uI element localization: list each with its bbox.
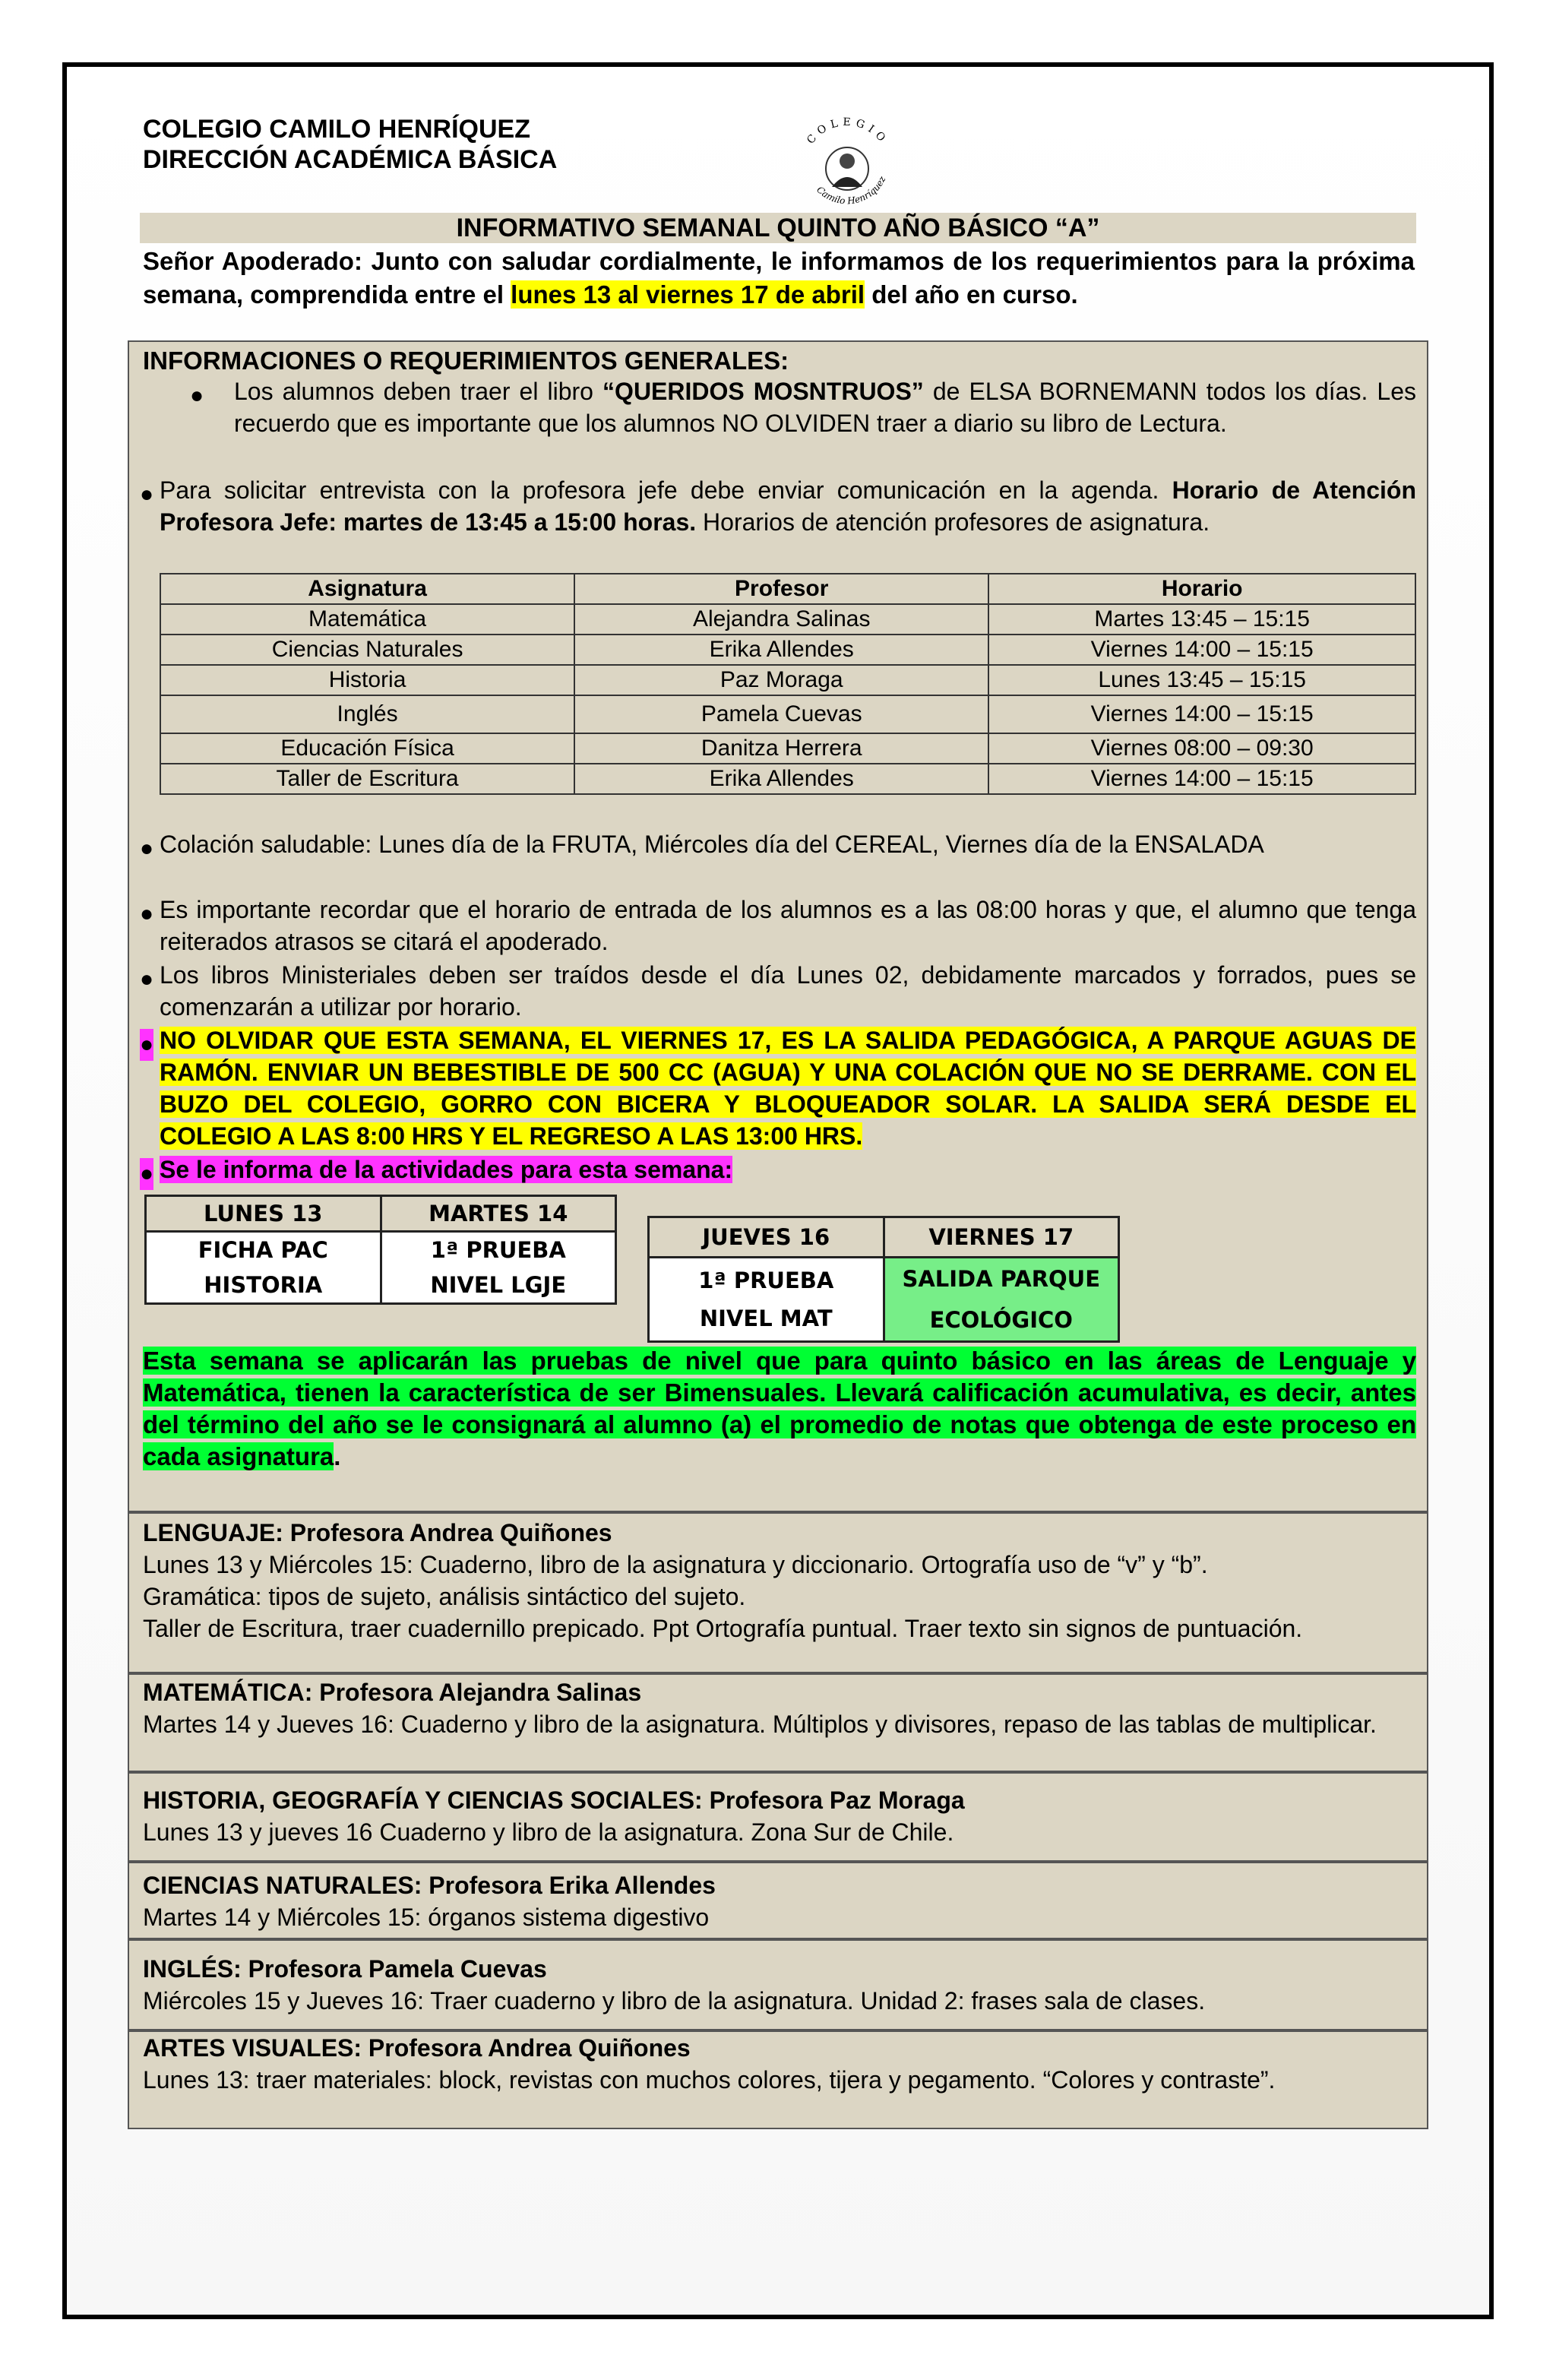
- school-header: [143, 114, 557, 175]
- table-row: [160, 695, 1415, 733]
- document-title: INFORMATIVO SEMANAL QUINTO AÑO BÁSICO “A”: [140, 213, 1416, 243]
- school-name: COLEGIO CAMILO HENRÍQUEZ: [143, 115, 530, 144]
- activity-cell: [146, 1232, 381, 1304]
- activity-line: 1ª PRUEBA: [698, 1268, 834, 1293]
- outing-text: NO OLVIDAR QUE ESTA SEMANA, EL VIERNES 17, ES LA SALIDA PEDAGÓGICA, A PARQUE AGUAS DE RAMÓN. ENVIAR UN BEBESTIBLE DE 500 CC (AGUA) Y UNA COLACIÓN QUE NO SE DERRAME. CON EL BUZO DEL COLEGIO, GORRO CON BICERA Y BLOQUEADOR SOLAR. LA SALIDA SERÁ DESDE EL COLEGIO A LAS 8:00 HRS Y EL REGRESO A LAS 13:00 HRS.: [160, 1027, 1416, 1150]
- interview-text-end: Horarios de atención profesores de asignatura.: [696, 508, 1210, 536]
- hours-cell: Viernes 08:00 – 09:30: [988, 733, 1415, 764]
- level-tests-notice: [143, 1345, 1416, 1473]
- column-header: Asignatura: [160, 574, 574, 604]
- bullet-icon: ●: [140, 1158, 153, 1190]
- outing-notice: [160, 1024, 1416, 1152]
- activity-day-header: LUNES 13: [146, 1196, 381, 1232]
- activity-cell: [381, 1232, 616, 1304]
- activity-line: NIVEL LGJE: [430, 1272, 567, 1298]
- interview-info: [160, 474, 1416, 538]
- section-line: Lunes 13 y Miércoles 15: Cuaderno, libro de la asignatura y diccionario. Ortografía uso de “v” y “b”.: [143, 1551, 1208, 1578]
- activity-line: 1ª PRUEBA: [430, 1237, 566, 1263]
- section-title: HISTORIA, GEOGRAFÍA Y CIENCIAS SOCIALES: Profesora Paz Moraga: [143, 1787, 965, 1814]
- subject-cell: Educación Física: [160, 733, 574, 764]
- intro-text-end: del año en curso.: [865, 280, 1078, 309]
- reading-text: Los alumnos deben traer el libro: [234, 378, 603, 405]
- entry-time-info: Es importante recordar que el horario de entrada de los alumnos es a las 08:00 horas y que, el alumno que tenga reiterados atrasos se citará el apoderado.: [160, 896, 1416, 955]
- bullet-icon: ●: [140, 901, 154, 926]
- subject-cell: Matemática: [160, 604, 574, 635]
- section-artes: [128, 2030, 1428, 2129]
- healthy-snack-info: Colación saludable: Lunes día de la FRUTA, Miércoles día del CEREAL, Viernes día de la ENSALADA: [160, 831, 1264, 858]
- activities-intro: [160, 1154, 1416, 1185]
- activity-line: NIVEL MAT: [699, 1306, 833, 1331]
- subject-cell: Historia: [160, 665, 574, 695]
- section-line: Taller de Escritura, traer cuadernillo prepicado. Ppt Ortografía puntual. Traer texto sin signos de puntuación.: [143, 1615, 1303, 1642]
- book-title: “QUERIDOS MOSNTRUOS”: [602, 378, 924, 405]
- reading-requirement: [234, 375, 1416, 439]
- general-info-title: INFORMACIONES O REQUERIMIENTOS GENERALES:: [143, 347, 789, 375]
- activity-line: SALIDA PARQUE: [902, 1266, 1101, 1292]
- section-title: MATEMÁTICA: Profesora Alejandra Salinas: [143, 1679, 642, 1706]
- activities-table-left: [144, 1195, 617, 1305]
- section-matematica: [128, 1673, 1428, 1772]
- teacher-cell: Alejandra Salinas: [574, 604, 988, 635]
- section-title: CIENCIAS NATURALES: Profesora Erika Allendes: [143, 1872, 716, 1899]
- school-logo: [790, 114, 904, 213]
- section-line: Miércoles 15 y Jueves 16: Traer cuaderno y libro de la asignatura. Unidad 2: frases sala de clases.: [143, 1987, 1206, 2014]
- table-row: [160, 764, 1415, 794]
- interview-text: Para solicitar entrevista con la profesora jefe debe enviar comunicación en la agenda.: [160, 476, 1172, 504]
- table-header-row: [160, 574, 1415, 604]
- subject-cell: Ciencias Naturales: [160, 635, 574, 665]
- teacher-cell: Paz Moraga: [574, 665, 988, 695]
- books-info: Los libros Ministeriales deben ser traídos desde el día Lunes 02, debidamente marcados y forrados, pues se comenzarán a utilizar por horario.: [160, 961, 1416, 1021]
- activity-line: FICHA PAC: [198, 1237, 328, 1263]
- teacher-cell: Erika Allendes: [574, 635, 988, 665]
- level-tests-end: .: [334, 1442, 341, 1470]
- section-ingles: [128, 1939, 1428, 2030]
- bullet-icon: ●: [190, 383, 204, 408]
- activity-cell-highlight: [884, 1258, 1119, 1342]
- hours-cell: Lunes 13:45 – 15:15: [988, 665, 1415, 695]
- table-row: [160, 604, 1415, 635]
- teacher-schedule-table: [160, 573, 1416, 795]
- interview-hours: Horario de Atención Profesora Jefe: martes de 13:45 a 15:00 horas.: [160, 476, 1417, 536]
- activity-day-header: MARTES 14: [381, 1196, 616, 1232]
- column-header: Horario: [988, 574, 1415, 604]
- table-row: [160, 665, 1415, 695]
- section-ciencias: [128, 1862, 1428, 1939]
- department-name: DIRECCIÓN ACADÉMICA BÁSICA: [143, 145, 558, 174]
- bullet-icon: ●: [140, 482, 154, 507]
- activities-table-right: [647, 1216, 1120, 1343]
- section-line: Lunes 13: traer materiales: block, revistas con muchos colores, tijera y pegamento. “Colores y contraste”.: [143, 2066, 1276, 2094]
- intro-paragraph: [143, 245, 1415, 312]
- bullet-icon: ●: [140, 967, 154, 992]
- svg-text:COLEGIO: [805, 116, 890, 147]
- section-lenguaje: [128, 1512, 1428, 1673]
- reading-text-end: de ELSA BORNEMANN todos los días. Les recuerdo que es importante que los alumnos NO OLVIDEN traer a diario su libro de Lectura.: [234, 378, 1417, 437]
- activity-day-header: JUEVES 16: [649, 1217, 884, 1258]
- section-line: Gramática: tipos de sujeto, análisis sintáctico del sujeto.: [143, 1583, 746, 1610]
- table-row: [160, 635, 1415, 665]
- hours-cell: Martes 13:45 – 15:15: [988, 604, 1415, 635]
- teacher-cell: Danitza Herrera: [574, 733, 988, 764]
- intro-dates: lunes 13 al viernes 17 de abril: [511, 280, 865, 309]
- section-title: LENGUAJE: Profesora Andrea Quiñones: [143, 1519, 612, 1546]
- subject-cell: Taller de Escritura: [160, 764, 574, 794]
- subject-cell: Inglés: [160, 695, 574, 733]
- intro-text: Señor Apoderado: Junto con saludar cordialmente, le informamos de los requerimientos para la próxima semana, comprendida entre el: [143, 247, 1415, 309]
- logo-bottom-text: Camilo Henríquez: [814, 174, 888, 207]
- section-historia: [128, 1772, 1428, 1862]
- activity-line: HISTORIA: [204, 1272, 323, 1298]
- teacher-cell: Erika Allendes: [574, 764, 988, 794]
- column-header: Profesor: [574, 574, 988, 604]
- activity-line: ECOLÓGICO: [929, 1307, 1073, 1333]
- activities-intro-text: Se le informa de la actividades para esta semana:: [160, 1156, 733, 1183]
- activity-cell: [649, 1258, 884, 1342]
- bullet-icon: ●: [140, 836, 154, 861]
- section-title: ARTES VISUALES: Profesora Andrea Quiñones: [143, 2034, 691, 2062]
- general-info-box: [128, 340, 1428, 1512]
- bullet-icon: ●: [140, 1029, 153, 1061]
- section-line: Martes 14 y Jueves 16: Cuaderno y libro de la asignatura. Múltiplos y divisores, repaso de las tablas de multiplicar.: [143, 1711, 1377, 1738]
- level-tests-text: Esta semana se aplicarán las pruebas de nivel que para quinto básico en las áreas de Lenguaje y Matemática, tienen la característica de ser Bimensuales. Llevará calificación acumulativa, es decir, antes del término del año se le consignará al alumno (a) el promedio de notas que obtenga de este proceso en cada asignatura: [143, 1347, 1416, 1470]
- logo-top-text: COLEGIO: [805, 116, 891, 148]
- teacher-cell: Pamela Cuevas: [574, 695, 988, 733]
- activity-day-header: VIERNES 17: [884, 1217, 1119, 1258]
- hours-cell: Viernes 14:00 – 15:15: [988, 635, 1415, 665]
- section-line: Martes 14 y Miércoles 15: órganos sistema digestivo: [143, 1904, 710, 1931]
- section-line: Lunes 13 y jueves 16 Cuaderno y libro de la asignatura. Zona Sur de Chile.: [143, 1818, 954, 1846]
- hours-cell: Viernes 14:00 – 15:15: [988, 695, 1415, 733]
- hours-cell: Viernes 14:00 – 15:15: [988, 764, 1415, 794]
- section-title: INGLÉS: Profesora Pamela Cuevas: [143, 1955, 547, 1983]
- table-row: [160, 733, 1415, 764]
